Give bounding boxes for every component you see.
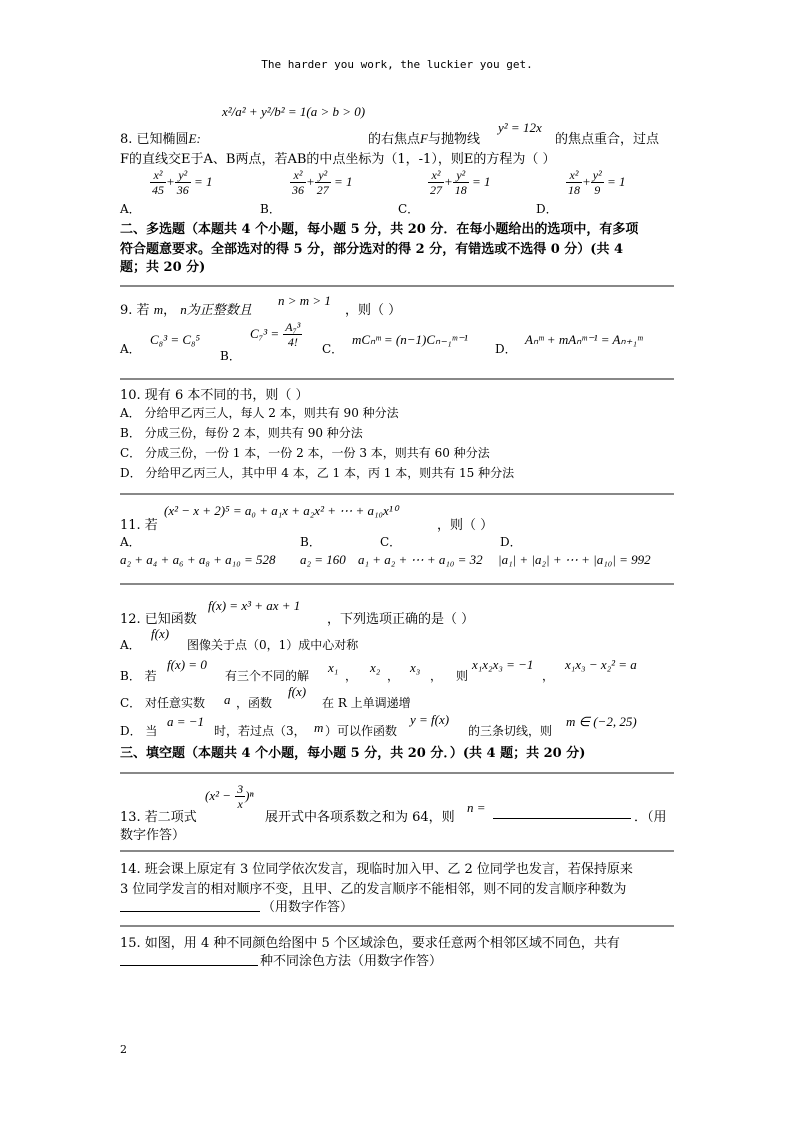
q11-option-b-label: B． [300, 535, 321, 549]
q11-stem-b: ，则（ ） [437, 518, 494, 533]
q8-intro: 8. 已知椭圆 [120, 132, 189, 147]
fraction: $\frac{\text{y²}}{36}$ [176, 168, 189, 197]
q12-x2: x₂ [370, 660, 381, 675]
q12-option-c-text1: ，函数 [236, 696, 273, 710]
q12-option-d-condition: a = −1 [167, 714, 205, 729]
q9-option-b-label: B． [220, 349, 241, 363]
q13-binom-left: (x² − [205, 788, 232, 803]
q10-option-d[interactable]: D． 分给甲乙丙三人，其中甲 4 本，乙 1 本，丙 1 本，则共有 15 种分法 [120, 466, 515, 480]
q9-stem-b: n为正整数且 [180, 302, 252, 317]
q12-option-a-fx: f(x) [151, 626, 170, 641]
q14-line1: 14. 班会课上原定有 3 位同学依次发言，现临时加入甲、乙 2 位同学也发言，若保持原来 [120, 862, 633, 877]
q11-stem-a: 11. 若 [120, 518, 158, 533]
fraction: $\frac{3}{x}$ [237, 782, 244, 811]
q11-option-b[interactable]: a₂ = 160 [300, 552, 346, 567]
q11-expansion: (x² − x + 2)⁵ = a₀ + a₁x + a₂x² + ⋯ + a₁₀x¹⁰ [164, 503, 398, 518]
divider [120, 772, 674, 774]
section3-heading: 三、填空题（本题共 4 个小题，每小题 5 分，共 20 分．）(共 4 题；共 20 分) [120, 746, 586, 761]
q8-ellipse-equation: x²/a² + y²/b² = 1(a > b > 0) [222, 104, 366, 119]
divider [120, 493, 674, 495]
q12-option-c-a: a [224, 692, 231, 707]
q12-option-b-label: B． 若 [120, 669, 157, 683]
q12-option-d-label: D． 当 [120, 724, 158, 738]
q13-stem-line2: 数字作答） [120, 828, 186, 843]
q12-option-c[interactable]: 在 R 上单调递增 [322, 696, 411, 710]
q8-option-a[interactable]: $\frac{\text{x²}}{45}$ + $\frac{\text{y²}}{36}$ = 1 [152, 168, 213, 197]
q9-option-a[interactable]: C₈³ = C₈⁵ [150, 332, 201, 347]
q12-option-b-product: x₁x₂x₃ = −1 [472, 657, 534, 672]
q13-stem-a: 13. 若二项式 [120, 810, 197, 825]
q8-stem-mid [368, 128, 480, 147]
q8-option-c-label: C． [398, 202, 420, 216]
divider [120, 925, 674, 927]
q8-options [120, 168, 680, 216]
fraction: $\frac{\text{x²}}{27}$ [430, 168, 442, 197]
section2-heading-line1: 二、多选题（本题共 4 个小题，每小题 5 分，共 20 分．在每小题给出的选项中，有多项 [120, 222, 639, 237]
q12-option-d-func: y = f(x) [410, 712, 450, 727]
q12-option-d-m: m [314, 720, 324, 735]
fraction: $\frac{\text{x²}}{18}$ [568, 168, 580, 197]
q8-option-c[interactable]: $\frac{\text{x²}}{27}$ + $\frac{\text{y²}}{18}$ = 1 [430, 168, 491, 197]
section2-heading-line2: 符合题意要求。全部选对的得 5 分，部分选对的得 2 分，有错选或不选得 0 分）(共 4 [120, 242, 624, 257]
q8-mid2: 与抛物线 [427, 132, 480, 147]
divider [120, 583, 674, 585]
q15-line2: 种不同涂色方法（用数字作答） [260, 954, 443, 969]
fraction: $\frac{\text{y²}}{27}$ [316, 168, 329, 197]
q8-option-b-label: B． [260, 202, 281, 216]
q12-option-d-text1: 时，若过点（3， [214, 724, 306, 738]
divider [120, 285, 674, 287]
q12-option-c-fx: f(x) [288, 684, 307, 699]
q13-stem-b: 展开式中各项系数之和为 64，则 [265, 810, 455, 825]
q11-option-d[interactable]: |a₁| + |a₂| + ⋯ + |a₁₀| = 992 [498, 552, 651, 567]
q11-option-c[interactable]: a₁ + a₂ + ⋯ + a₁₀ = 32 [358, 552, 483, 567]
q12-option-a[interactable]: 图像关于点（0，1）成中心对称 [187, 638, 359, 652]
q12-x3: x₃ [410, 660, 421, 675]
q12-option-b-then: 则 [456, 669, 469, 683]
q15-answer-blank[interactable] [120, 965, 258, 966]
q10-option-a[interactable]: A． 分给甲乙丙三人，每人 2 本，则共有 90 种分法 [120, 406, 399, 420]
q12-option-a-label: A． [120, 638, 141, 652]
q9-comma: ， [163, 303, 177, 318]
divider [120, 850, 674, 852]
q13-binomial [205, 782, 254, 811]
q12-function: f(x) = x³ + ax + 1 [208, 598, 301, 613]
q12-option-d[interactable]: 的三条切线，则 [468, 724, 553, 738]
q13-binom-right: )ⁿ [245, 788, 254, 803]
fraction: $\frac{\text{x²}}{36}$ [292, 168, 304, 197]
section2-heading-line3: 题；共 20 分) [120, 260, 206, 275]
q14-line2: 3 位同学发言的相对顺序不变，且甲、乙的发言顺序不能相邻，则不同的发言顺序种数为 [120, 882, 627, 897]
q12-option-d-range: m ∈ (−2, 25) [566, 714, 637, 729]
q12-option-b-relation: x₁x₃ − x₂² = a [565, 657, 637, 672]
fraction: $\frac{\text{y²}}{18}$ [454, 168, 467, 197]
comma: ， [430, 669, 443, 683]
q12-x1: x₁ [328, 660, 339, 675]
q9-stem-c: ，则（ ） [345, 303, 402, 318]
q8-stem-line1 [120, 128, 201, 147]
q9-option-b-left: C₇³ = [250, 326, 280, 341]
q10-option-b[interactable]: B． 分成三份，每份 2 本，则共有 90 种分法 [120, 426, 363, 440]
q10-option-c[interactable]: C． 分成三份，一份 1 本，一份 2 本，一份 3 本，则共有 60 种分法 [120, 446, 490, 460]
q9-option-d[interactable]: Aₙᵐ + mAₙᵐ⁻¹ = Aₙ₊₁ᵐ [525, 332, 643, 347]
q8-f-label: F [420, 131, 428, 146]
q8-option-d-label: D． [536, 202, 558, 216]
q11-option-a[interactable]: a₂ + a₄ + a₆ + a₈ + a₁₀ = 528 [120, 552, 276, 567]
comma: ， [542, 669, 555, 683]
q12-option-d-text2: ）可以作函数 [325, 724, 398, 738]
q9-option-b[interactable] [250, 320, 302, 349]
q11-option-c-label: C． [380, 535, 402, 549]
page-number: 2 [120, 1043, 127, 1056]
q12-stem-a: 12. 已知函数 [120, 612, 197, 627]
q8-parabola-equation: y² = 12x [498, 120, 542, 135]
q8-mid1: 的右焦点 [368, 132, 421, 147]
q9-m: m [153, 302, 164, 317]
q13-stem-c: ．（用 [634, 810, 667, 825]
q8-stem-line2: F的直线交E于A、B两点，若AB的中点坐标为（1，-1），则E的方程为（ ） [120, 152, 556, 167]
q12-stem-b: ，下列选项正确的是（ ） [327, 612, 475, 627]
q9-option-a-label: A． [120, 342, 141, 356]
q13-n-eq: n = [467, 800, 486, 815]
q14-line3: （用数字作答） [262, 900, 354, 915]
fraction: $\frac{\text{y²}}{9}$ [592, 168, 602, 197]
q11-option-a-label: A． [120, 535, 141, 549]
q9-stem-a: 9. 若 [120, 303, 150, 318]
divider [120, 378, 674, 380]
q8-option-b[interactable]: $\frac{\text{x²}}{36}$ + $\frac{\text{y²}}{27}$ = 1 [292, 168, 353, 197]
q8-mid3: 的焦点重合，过点 [555, 132, 660, 147]
q9-condition: n > m > 1 [278, 293, 331, 308]
fraction: $\frac{\text{A₇³}}{4!}$ [285, 320, 301, 349]
q8-option-d[interactable]: $\frac{\text{x²}}{18}$ + $\frac{\text{y²}}{9}$ = 1 [568, 168, 626, 197]
page-header-motto: The harder you work, the luckier you get. [261, 58, 533, 71]
q12-option-b-text: 有三个不同的解 [225, 669, 310, 683]
q13-answer-blank[interactable] [493, 818, 631, 819]
q8-e-label: E: [188, 131, 201, 146]
q15-line1: 15. 如图，用 4 种不同颜色给图中 5 个区域涂色，要求任意两个相邻区域不同色，共有 [120, 936, 620, 951]
fraction: $\frac{\text{x²}}{45}$ [152, 168, 164, 197]
q12-option-c-label: C． 对任意实数 [120, 696, 205, 710]
comma: ， [387, 669, 400, 683]
q12-option-b-eq[interactable]: f(x) = 0 [167, 657, 207, 672]
q9-option-c[interactable]: mCₙᵐ = (n−1)Cₙ₋₁ᵐ⁻¹ [352, 332, 468, 347]
q9-option-c-label: C． [322, 342, 344, 356]
comma: ， [345, 669, 358, 683]
q11-option-d-label: D． [500, 535, 522, 549]
q10-stem: 10. 现有 6 本不同的书，则（ ） [120, 388, 309, 403]
q14-answer-blank[interactable] [120, 911, 260, 912]
q9-stem [120, 299, 252, 318]
q9-option-d-label: D． [495, 342, 517, 356]
q8-option-a-label: A． [120, 202, 141, 216]
